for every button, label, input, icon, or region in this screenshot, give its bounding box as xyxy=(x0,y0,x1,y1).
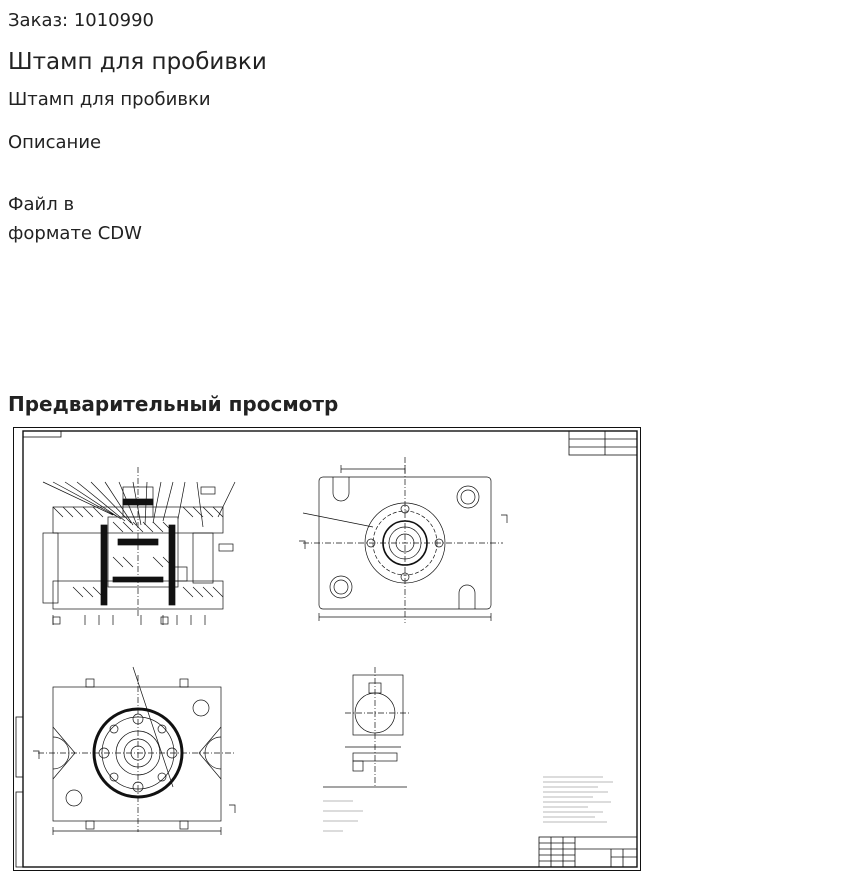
order-number: Заказ: 1010990 xyxy=(8,10,154,31)
drawing-sheet xyxy=(13,427,641,871)
technical-notes xyxy=(323,777,613,831)
bottom-view xyxy=(33,667,235,835)
title-block xyxy=(539,837,637,867)
technical-drawing-preview[interactable] xyxy=(13,427,641,871)
plan-view xyxy=(299,457,507,623)
detail-view xyxy=(323,667,411,787)
product-title: Штамп для пробивки xyxy=(8,49,267,75)
preview-heading: Предварительный просмотр xyxy=(8,392,339,416)
file-format-line-2: формате CDW xyxy=(8,223,142,244)
top-right-stamp xyxy=(569,431,637,455)
file-format-line-1: Файл в xyxy=(8,194,75,215)
description-heading: Описание xyxy=(8,132,102,153)
section-view xyxy=(43,467,235,625)
product-subtitle: Штамп для пробивки xyxy=(8,89,211,110)
